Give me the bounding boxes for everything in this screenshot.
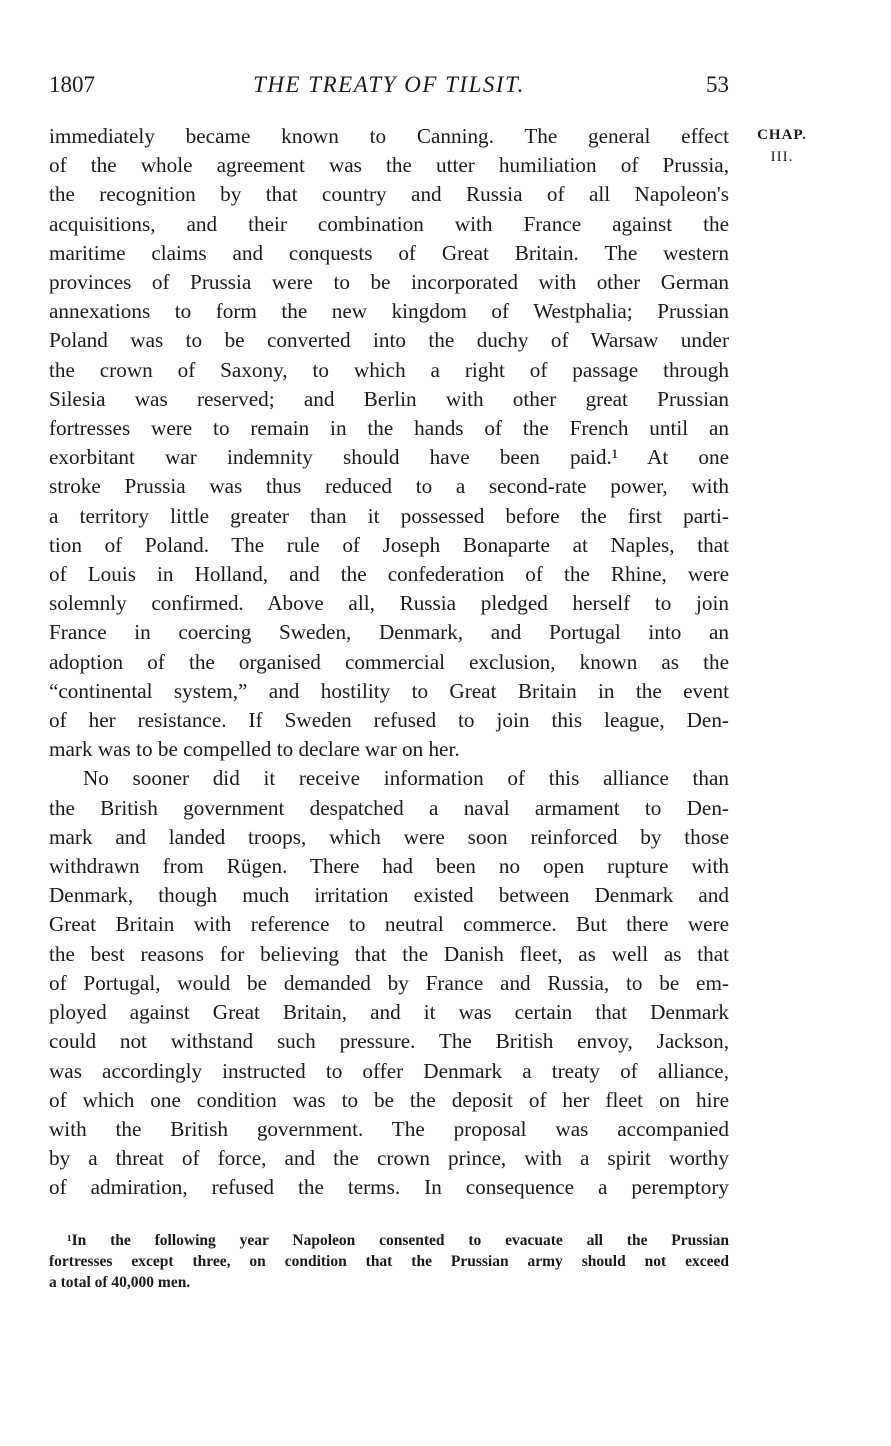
text-line: No sooner did it receive information of this alliance than <box>83 766 729 791</box>
running-head <box>49 72 729 104</box>
text-line: solemnly confirmed. Above all, Russia pledged herself to join <box>49 591 729 616</box>
text-line: Poland was to be converted into the duchy of Warsaw under <box>49 328 729 353</box>
text-line: ployed against Great Britain, and it was certain that Denmark <box>49 1000 729 1025</box>
text-line: by a threat of force, and the crown prince, with a spirit worthy <box>49 1146 729 1171</box>
text-line: of Louis in Holland, and the confederation of the Rhine, were <box>49 562 729 587</box>
text-line: annexations to form the new kingdom of Westphalia; Prussian <box>49 299 729 324</box>
page-number: 53 <box>706 72 729 97</box>
footnote-line: ¹In the following year Napoleon consented to evacuate all the Prussian <box>67 1232 729 1249</box>
text-line: with the British government. The proposal was accompanied <box>49 1116 729 1141</box>
footnote <box>49 1230 729 1293</box>
text-line: acquisitions, and their combination with France against the <box>49 211 729 236</box>
text-line: immediately became known to Canning. The general effect <box>49 124 729 148</box>
text-line: could not withstand such pressure. The British envoy, Jackson, <box>49 1029 729 1054</box>
text-line: tion of Poland. The rule of Joseph Bonaparte at Naples, that <box>49 532 729 557</box>
text-line: Silesia was reserved; and Berlin with other great Prussian <box>49 386 729 411</box>
text-line: provinces of Prussia were to be incorporated with other German <box>49 270 729 295</box>
footnote-line: a total of 40,000 men. <box>49 1274 191 1291</box>
body-text <box>49 122 729 1203</box>
text-line: withdrawn from Rügen. There had been no open rupture with <box>49 854 729 879</box>
margin-chapter-label: CHAP. <box>757 127 807 143</box>
text-line: maritime claims and conquests of Great Britain. The western <box>49 240 729 265</box>
running-head-year: 1807 <box>49 72 95 97</box>
footnote-line: fortresses except three, on condition that the Prussian army should not exceed <box>49 1253 729 1270</box>
text-line: of admiration, refused the terms. In consequence a peremptory <box>49 1175 729 1200</box>
text-line: of Portugal, would be demanded by France and Russia, to be em- <box>49 970 729 995</box>
text-line: the crown of Saxony, to which a right of passage through <box>49 357 729 382</box>
text-line: the best reasons for believing that the Danish fleet, as well as that <box>49 941 729 966</box>
running-head-title: THE TREATY OF TILSIT. <box>253 72 525 97</box>
text-line: of the whole agreement was the utter humiliation of Prussia, <box>49 153 729 178</box>
text-line: was accordingly instructed to offer Denmark a treaty of alliance, <box>49 1058 729 1083</box>
text-line: Denmark, though much irritation existed between Denmark and <box>49 883 729 908</box>
text-line: adoption of the organised commercial exclusion, known as the <box>49 649 729 674</box>
paragraph-1 <box>49 122 729 764</box>
text-line: Great Britain with reference to neutral commerce. But there were <box>49 912 729 937</box>
text-line: a territory little greater than it possessed before the first parti- <box>49 503 729 528</box>
margin-chapter-note <box>747 124 817 168</box>
paragraph-2 <box>49 764 729 1202</box>
text-line: of which one condition was to be the deposit of her fleet on hire <box>49 1087 729 1112</box>
text-line: mark was to be compelled to declare war on her. <box>49 737 460 762</box>
text-line: France in coercing Sweden, Denmark, and Portugal into an <box>49 620 729 645</box>
text-line: fortresses were to remain in the hands of the French until an <box>49 416 729 441</box>
text-line: “continental system,” and hostility to Great Britain in the event <box>49 678 729 703</box>
text-line: stroke Prussia was thus reduced to a second-rate power, with <box>49 474 729 499</box>
text-line: exorbitant war indemnity should have been paid.¹ At one <box>49 445 729 470</box>
text-line: mark and landed troops, which were soon reinforced by those <box>49 824 729 849</box>
margin-chapter-number: III. <box>770 149 794 165</box>
text-line: of her resistance. If Sweden refused to join this league, Den- <box>49 708 729 733</box>
text-line: the British government despatched a naval armament to Den- <box>49 795 729 820</box>
text-line: the recognition by that country and Russia of all Napoleon's <box>49 182 729 207</box>
